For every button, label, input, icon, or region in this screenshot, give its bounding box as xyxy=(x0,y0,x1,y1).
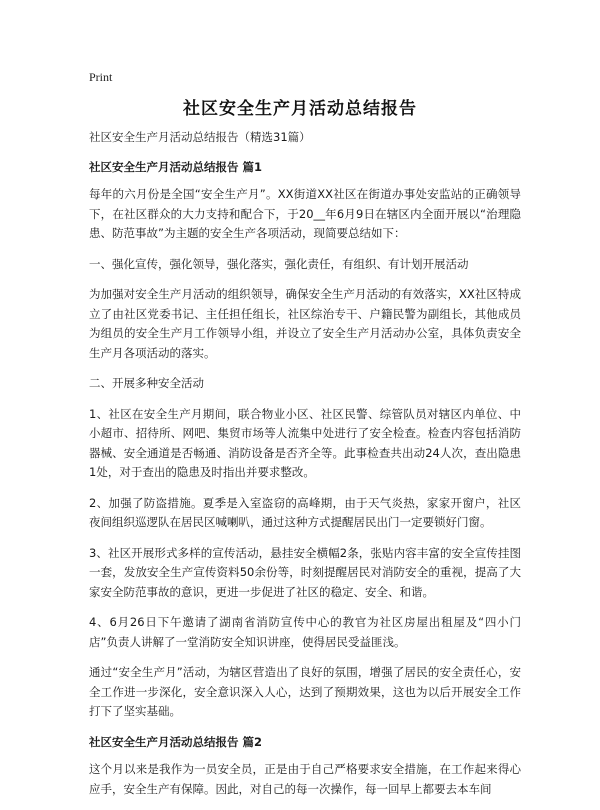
document-body xyxy=(89,128,521,810)
paragraph: 这个月以来是我作为一员安全员，正是由于自己严格要求安全措施，在工作起来得心应手，安全生产有保障。因此，对自己的每一次操作，每一回早上都要去本车间 xyxy=(89,762,521,796)
page-title: 社区安全生产月活动总结报告 xyxy=(183,99,417,119)
paragraph: 3、社区开展形式多样的宣传活动，悬挂安全横幅2条，张贴内容丰富的安全宣传挂图一套，发放安全生产宣传资料50余份等，时刻提醒居民对消防安全的重视，提高了大家安全防范事故的意识，更进一步促进了社区的稳定、安全、和谐。 xyxy=(89,545,521,599)
paragraph: 4、6月26日下午邀请了湖南省消防宣传中心的教官为社区房屋出租屋及“四小门店”负责人讲解了一堂消防安全知识讲座，使得居民受益匪浅。 xyxy=(89,615,521,649)
document-subtitle: 社区安全生产月活动总结报告（精选31篇） xyxy=(89,130,311,144)
paragraph: 通过“安全生产月”活动，为辖区营造出了良好的氛围，增强了居民的安全责任心，安全工作进一步深化，安全意识深入人心，达到了预期效果，这也为以后开展安全工作打下了坚实基础。 xyxy=(89,665,521,718)
section-heading: 社区安全生产月活动总结报告 篇2 xyxy=(89,734,263,749)
paragraph: 一、强化宣传，强化领导，强化落实，强化责任，有组织、有计划开展活动 xyxy=(89,256,469,271)
paragraph: 二、开展多种安全活动 xyxy=(89,376,204,390)
paragraph: 2、加强了防盗措施。夏季是入室盗窃的高峰期，由于天气炎热，家家开窗户，社区夜间组织巡逻队在居民区喊喇叭，通过这种方式提醒居民出门一定要锁好门窗。 xyxy=(89,495,521,529)
paragraph: 为加强对安全生产月活动的组织领导，确保安全生产月活动的有效落实，XX社区特成立了由社区党委书记、主任担任组长，社区综治专干、户籍民警为副组长，其他成员为组员的安全生产月工作领导小组，并设立了安全生产月活动办公室，具体负责安全生产月各项活动的落实。 xyxy=(89,287,521,360)
paragraph: 每年的六月份是全国“安全生产月”。XX街道XX社区在街道办事处安监站的正确领导下，在社区群众的大力支持和配合下，于20__年6月9日在辖区内全面开展以“治理隐患、防范事故”为主题的安全生产各项活动，现简要总结如下： xyxy=(89,187,521,240)
paragraph: 1、社区在安全生产月期间，联合物业小区、社区民警、综管队员对辖区内单位、中小超市、招待所、网吧、集贸市场等人流集中处进行了安全检查。检查内容包括消防器械、安全通道是否畅通、消防设备是否齐全等。此事检查共出动24人次，查出隐患1处，对于查出的隐患及时指出并要求整改。 xyxy=(89,406,521,479)
print-link[interactable]: Print xyxy=(89,70,113,84)
section-heading: 社区安全生产月活动总结报告 篇1 xyxy=(89,159,263,174)
